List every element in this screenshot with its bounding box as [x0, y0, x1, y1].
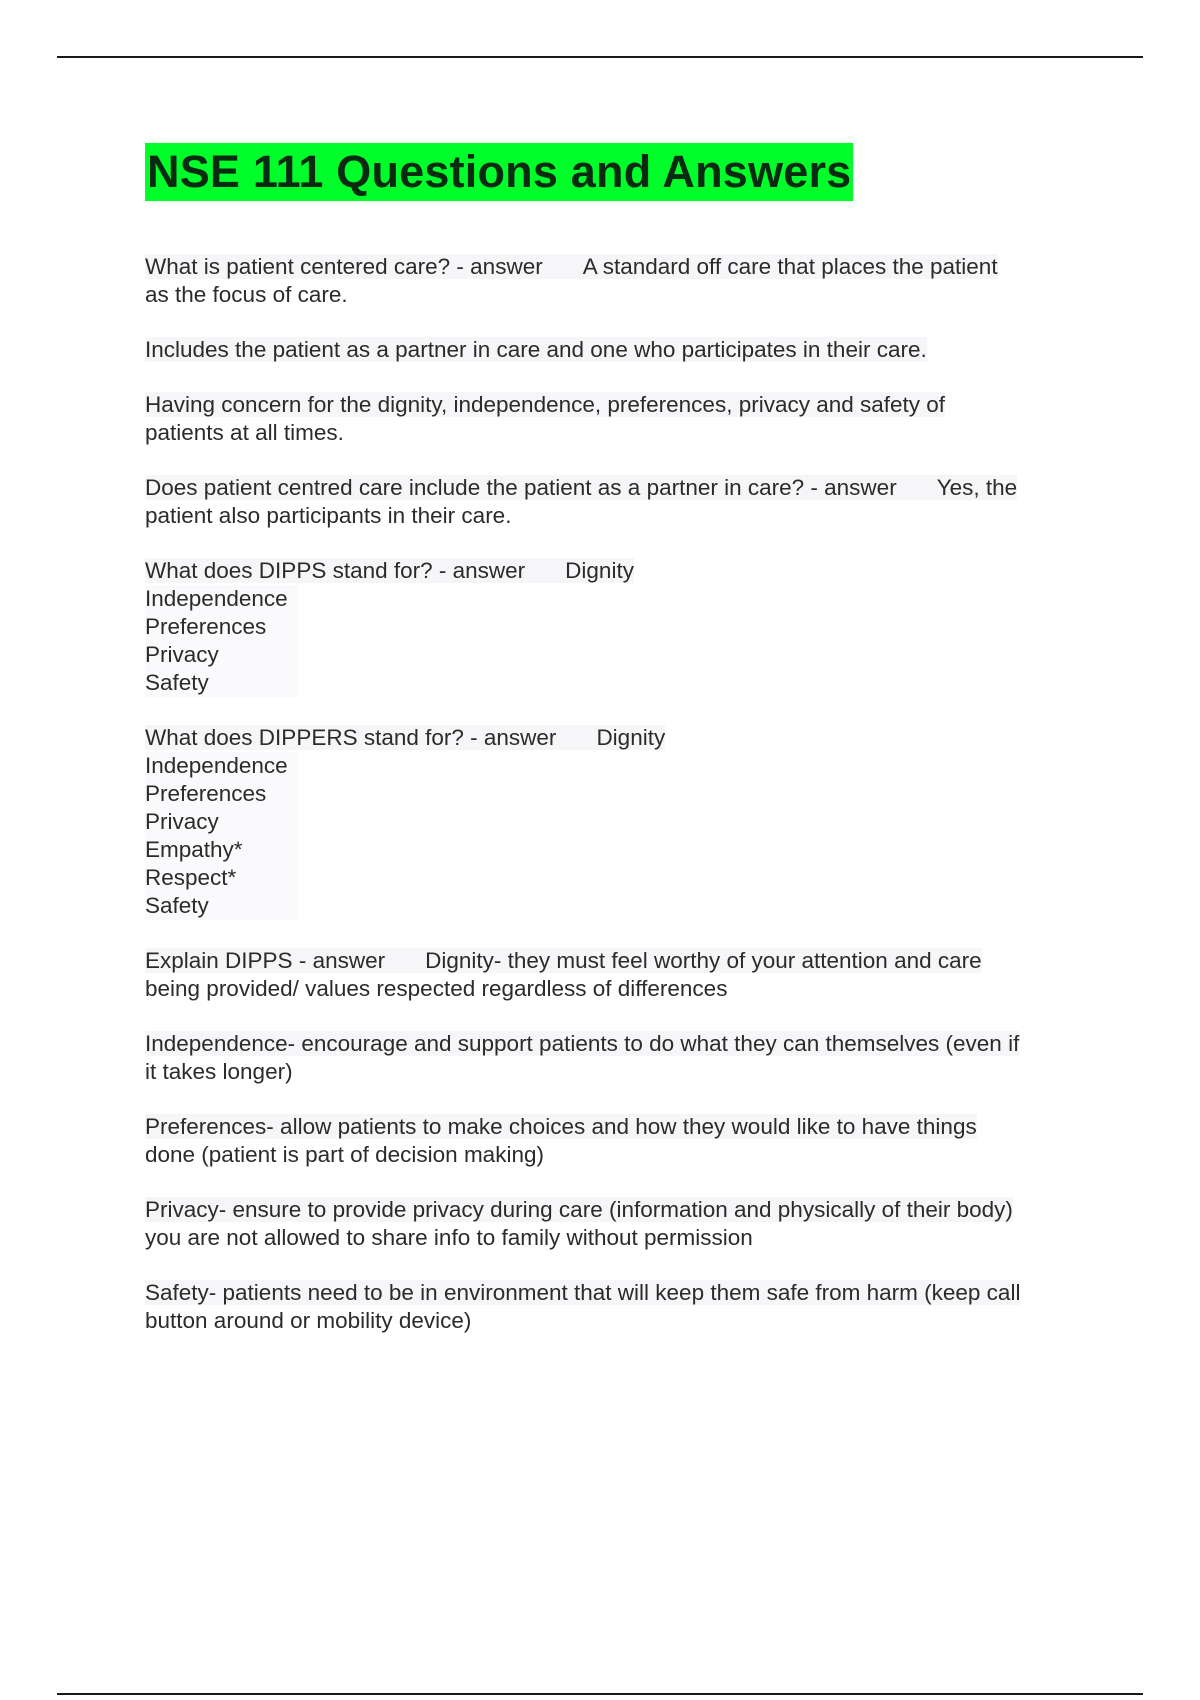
list-item: Independence: [145, 753, 288, 778]
qa-item: [145, 1113, 1085, 1169]
paragraph-text: Having concern for the dignity, independence, preferences, privacy and safety of: [145, 392, 946, 417]
answer-text: being provided/ values respected regardless of differences: [145, 976, 728, 1001]
qa-item: [145, 474, 1085, 530]
paragraph-text: Preferences- allow patients to make choices and how they would like to have things: [145, 1114, 977, 1139]
question-text: Does patient centred care include the patient as a partner in care? - answer: [145, 475, 897, 500]
list-item: Empathy*: [145, 837, 243, 862]
acronym-list: [145, 752, 298, 920]
list-item: Safety: [145, 893, 209, 918]
list-item: Respect*: [145, 865, 237, 890]
paragraph-text: it takes longer): [145, 1059, 293, 1084]
paragraph-text: Privacy- ensure to provide privacy during care (information and physically of their body): [145, 1197, 1013, 1222]
qa-item: [145, 557, 1085, 697]
paragraph-text: done (patient is part of decision making): [145, 1142, 544, 1167]
list-item: Independence: [145, 586, 288, 611]
bottom-rule: [57, 1693, 1143, 1695]
paragraph-text: you are not allowed to share info to family without permission: [145, 1225, 753, 1250]
qa-list: [145, 253, 1085, 1335]
document-body: [145, 143, 1085, 1362]
paragraph-text: Independence- encourage and support patients to do what they can themselves (even if: [145, 1031, 1020, 1056]
qa-item: [145, 1196, 1085, 1252]
paragraph-text: Includes the patient as a partner in care and one who participates in their care.: [145, 337, 927, 362]
list-item: Preferences: [145, 781, 267, 806]
question-text: What does DIPPS stand for? - answer: [145, 558, 526, 583]
qa-item: [145, 391, 1085, 447]
paragraph-text: patients at all times.: [145, 420, 344, 445]
page-title: NSE 111 Questions and Answers: [145, 143, 853, 201]
paragraph-text: Safety- patients need to be in environment that will keep them safe from harm (keep call: [145, 1280, 1021, 1305]
answer-text: Dignity- they must feel worthy of your attention and care: [425, 948, 982, 973]
list-item: Privacy: [145, 642, 219, 667]
qa-item: [145, 253, 1085, 309]
answer-text: Dignity: [596, 725, 666, 750]
answer-text: A standard off care that places the patient: [582, 254, 998, 279]
acronym-list: [145, 585, 298, 697]
list-item: Preferences: [145, 614, 267, 639]
question-text: What does DIPPERS stand for? - answer: [145, 725, 557, 750]
answer-text: Yes, the: [936, 475, 1018, 500]
list-item: Privacy: [145, 809, 219, 834]
answer-text: as the focus of care.: [145, 282, 348, 307]
qa-item: [145, 1030, 1085, 1086]
qa-item: [145, 724, 1085, 920]
answer-text: Dignity: [565, 558, 634, 583]
list-item: Safety: [145, 670, 209, 695]
question-text: What is patient centered care? - answer: [145, 254, 543, 279]
answer-text: patient also participants in their care.: [145, 503, 512, 528]
paragraph-text: button around or mobility device): [145, 1308, 472, 1333]
question-text: Explain DIPPS - answer: [145, 948, 386, 973]
qa-item: [145, 1279, 1085, 1335]
qa-item: [145, 336, 1085, 364]
qa-item: [145, 947, 1085, 1003]
top-rule: [57, 56, 1143, 58]
